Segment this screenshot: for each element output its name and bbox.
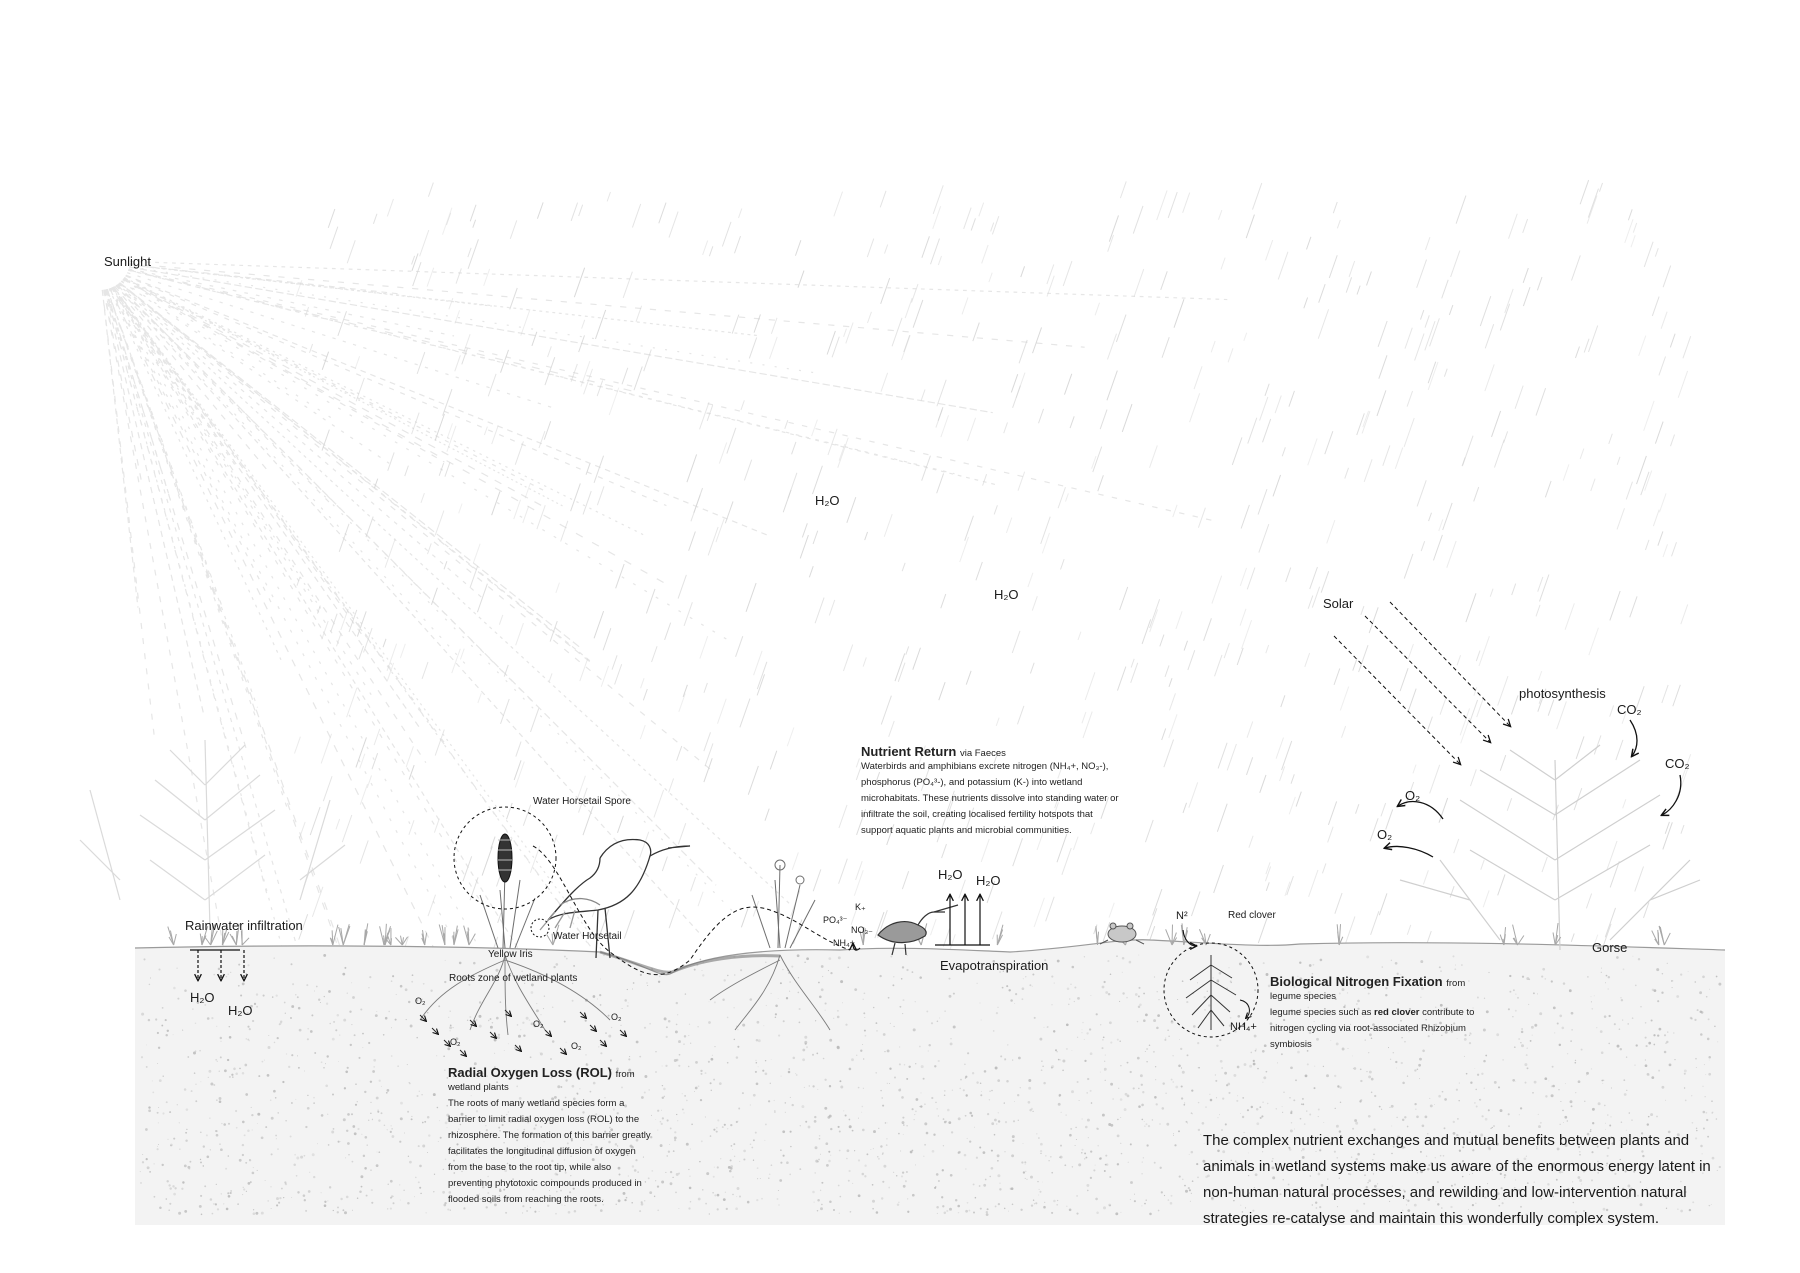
co2-label: CO₂ <box>1617 702 1642 717</box>
fern-icon <box>80 740 345 930</box>
nutrient-return-subtitle: via Faeces <box>959 748 1006 759</box>
bnf-subtitle-2: legume species <box>1270 991 1337 1002</box>
h2o-evap-label: H₂O <box>976 873 1001 888</box>
rol-title: Radial Oxygen Loss (ROL) from <box>448 1065 635 1080</box>
bnf-title: Biological Nitrogen Fixation from <box>1270 974 1466 989</box>
solar-arrows <box>1334 602 1510 764</box>
h2o-infiltration-label: H₂O <box>228 1003 253 1018</box>
rainwater-infiltration-label: Rainwater infiltration <box>185 918 303 933</box>
snipe-icon <box>878 905 958 955</box>
sunlight-label: Sunlight <box>104 254 151 269</box>
o2-root-label: O₂ <box>533 1019 544 1029</box>
gorse-shrub-icon <box>1400 745 1700 950</box>
yellow-iris-icon <box>480 860 815 948</box>
yellow-iris-label: Yellow Iris <box>488 949 533 960</box>
spore-icon <box>498 834 512 882</box>
h2o-rain-label: H₂O <box>815 493 840 508</box>
bnf-text: legume species such as red clover contribute to nitrogen cycling via root-associated Rhizobium symbiosis <box>1270 1007 1475 1050</box>
rol-subtitle: from <box>615 1069 635 1080</box>
water-horsetail-spore-label: Water Horsetail Spore <box>533 796 631 807</box>
gas-exchange-arrows <box>1385 720 1681 857</box>
nutrient-return-block <box>861 744 1126 839</box>
potassium-label: K₊ <box>855 902 866 912</box>
rol-text: The roots of many wetland species form a barrier to limit radial oxygen loss (ROL) to the rhizosphere. The formation of this barrier greatly facilitates the longitudinal diffusion of oxygen from the base to the root tip, while also preventing phytotoxic compounds produced in flooded soils from reaching the roots. <box>448 1098 651 1205</box>
bnf-subtitle: from <box>1446 978 1466 989</box>
water-horsetail-label: Water Horsetail <box>553 931 622 942</box>
co2-label: CO₂ <box>1665 756 1690 771</box>
frog-icon <box>1100 923 1144 944</box>
solar-label: Solar <box>1323 596 1354 611</box>
rol-block <box>448 1065 653 1208</box>
evapotranspiration-arrows <box>935 895 990 945</box>
gorse-label: Gorse <box>1592 940 1628 955</box>
o2-root-label: O₂ <box>611 1012 622 1022</box>
red-clover-label: Red clover <box>1228 910 1276 921</box>
evapotranspiration-label: Evapotranspiration <box>940 958 1049 973</box>
ammonium-label: NH₄+ <box>833 938 855 948</box>
h2o-infiltration-label: H₂O <box>190 990 215 1005</box>
roots-zone-label: Roots zone of wetland plants <box>449 973 578 984</box>
h2o-evap-label: H₂O <box>938 867 963 882</box>
o2-root-label: O₂ <box>450 1037 461 1047</box>
o2-root-label: O₂ <box>415 996 426 1006</box>
conclusion-paragraph: The complex nutrient exchanges and mutual benefits between plants and animals in wetland systems make us aware of the enormous energy latent in non-human natural processes, and rewilding and low-intervention natural strategies re-catalyse and maintain this wonderfully complex system. <box>1203 1132 1711 1227</box>
nh4-clover-label: NH₄+ <box>1230 1021 1257 1033</box>
o2-root-label: O₂ <box>571 1041 582 1051</box>
n2-label: N² <box>1176 910 1188 922</box>
rol-subtitle-2: wetland plants <box>448 1082 509 1093</box>
nutrient-return-title: Nutrient Return via Faeces <box>861 744 1006 759</box>
photosynthesis-label: photosynthesis <box>1519 686 1606 701</box>
phosphate-label: PO₄³⁻ <box>823 915 848 925</box>
nitrate-label: NO₃₋ <box>851 925 873 935</box>
o2-label: O₂ <box>1377 827 1393 842</box>
nutrient-return-text: Waterbirds and amphibians excrete nitrogen (NH₄+, NO₃-), phosphorus (PO₄³-), and potassium (K-) into wetland microhabitats. These nutrients dissolve into standing water or infiltrate the soil, creating localised fertility hotspots that support aquatic plants and microbial communities. <box>861 761 1119 836</box>
o2-label: O₂ <box>1405 788 1421 803</box>
h2o-rain-label: H₂O <box>994 587 1019 602</box>
bnf-block <box>1270 974 1480 1053</box>
